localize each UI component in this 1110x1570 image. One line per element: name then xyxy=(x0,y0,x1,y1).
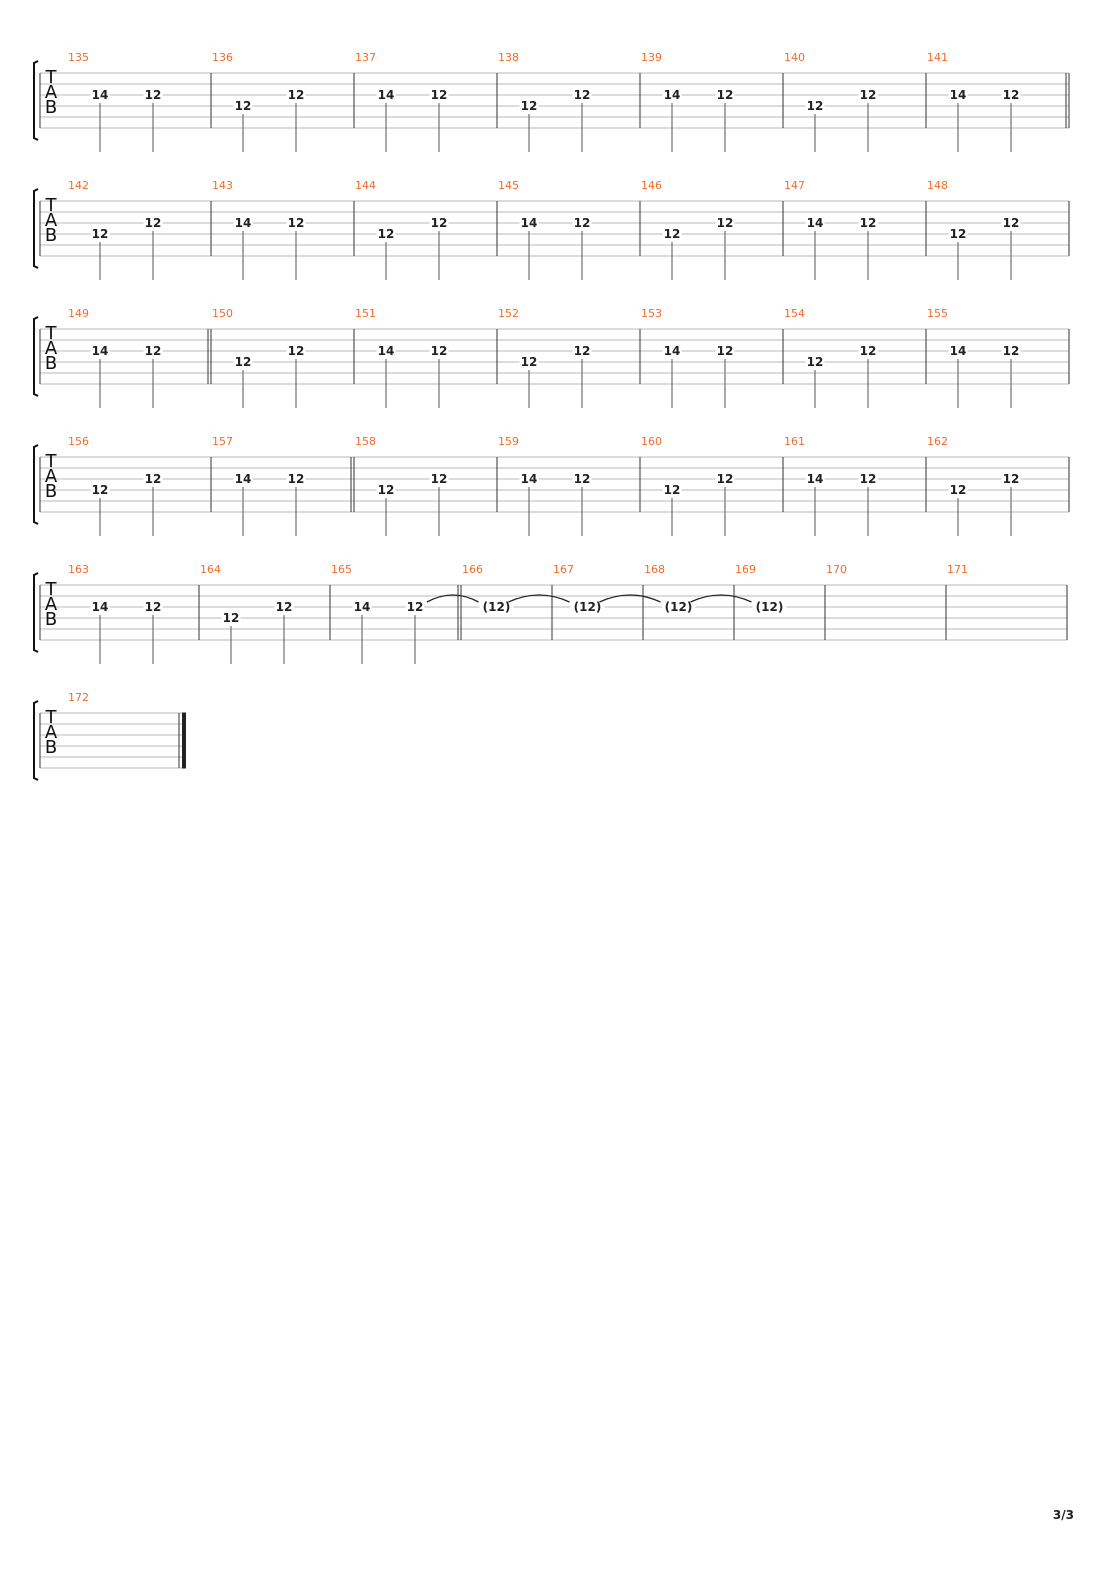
tab-note xyxy=(1002,216,1021,280)
fret-number: 12 xyxy=(1002,472,1020,486)
tab-clef-letter: A xyxy=(44,82,58,103)
measure-number: 153 xyxy=(641,307,662,320)
measure-number: 171 xyxy=(947,563,968,576)
tab-note xyxy=(91,483,110,536)
final-barline-thick xyxy=(182,713,186,769)
measure-number: 172 xyxy=(68,691,89,704)
tab-note xyxy=(570,600,604,614)
tab-note xyxy=(716,88,735,152)
fret-number: 14 xyxy=(234,216,252,230)
tab-clef-letter: A xyxy=(44,210,58,231)
tab-note xyxy=(377,227,396,280)
tab-note xyxy=(949,227,968,280)
measure-number: 164 xyxy=(200,563,221,576)
tab-note xyxy=(806,99,825,152)
measure-number: 165 xyxy=(331,563,352,576)
measure-number: 135 xyxy=(68,51,89,64)
tab-note xyxy=(661,600,695,614)
tab-note xyxy=(859,344,878,408)
tab-note xyxy=(287,216,306,280)
measure-number: 139 xyxy=(641,51,662,64)
system-bracket xyxy=(34,189,38,268)
tab-note xyxy=(430,344,449,408)
fret-number: 12 xyxy=(520,99,538,113)
fret-number: 12 xyxy=(377,227,395,241)
measure-number: 143 xyxy=(212,179,233,192)
measure-number: 168 xyxy=(644,563,665,576)
tab-note xyxy=(806,472,825,536)
tab-clef-letter: B xyxy=(44,97,58,118)
tab-system xyxy=(34,691,186,780)
tab-clef-letter: B xyxy=(44,481,58,502)
tab-note xyxy=(949,483,968,536)
tab-clef-letter: T xyxy=(45,451,57,472)
fret-number: 12 xyxy=(430,344,448,358)
fret-number: 12 xyxy=(949,483,967,497)
fret-number: 12 xyxy=(275,600,293,614)
fret-number: 12 xyxy=(520,355,538,369)
measure-number: 160 xyxy=(641,435,662,448)
measure-number: 152 xyxy=(498,307,519,320)
fret-number: 12 xyxy=(716,88,734,102)
measure-number: 145 xyxy=(498,179,519,192)
tab-note xyxy=(663,483,682,536)
tab-note xyxy=(377,344,396,408)
tab-note xyxy=(806,355,825,408)
tab-note xyxy=(663,88,682,152)
tab-system xyxy=(34,51,1069,152)
tab-clef-letter: B xyxy=(44,225,58,246)
fret-number: 12 xyxy=(377,483,395,497)
measure-number: 159 xyxy=(498,435,519,448)
fret-number: 14 xyxy=(663,88,681,102)
measure-number: 162 xyxy=(927,435,948,448)
tab-note xyxy=(520,216,539,280)
fret-number: 12 xyxy=(406,600,424,614)
tab-note xyxy=(430,472,449,536)
system-bracket xyxy=(34,317,38,396)
tab-system xyxy=(34,435,1069,536)
fret-number: (12) xyxy=(482,600,511,614)
tab-note xyxy=(91,600,110,664)
measure-number: 142 xyxy=(68,179,89,192)
fret-number: 12 xyxy=(222,611,240,625)
tab-note xyxy=(144,344,163,408)
fret-number: 12 xyxy=(573,472,591,486)
fret-number: 12 xyxy=(144,216,162,230)
tab-note xyxy=(949,344,968,408)
tab-note xyxy=(234,355,253,408)
tab-note xyxy=(144,472,163,536)
tab-note xyxy=(144,600,163,664)
system-bracket xyxy=(34,445,38,524)
tab-note xyxy=(479,600,513,614)
tab-note xyxy=(663,344,682,408)
fret-number: 12 xyxy=(716,216,734,230)
tab-note xyxy=(144,216,163,280)
measure-number: 166 xyxy=(462,563,483,576)
measure-number: 154 xyxy=(784,307,805,320)
tab-note xyxy=(377,88,396,152)
fret-number: 12 xyxy=(716,344,734,358)
system-bracket xyxy=(34,701,38,780)
fret-number: 14 xyxy=(91,88,109,102)
tab-system xyxy=(34,563,1067,664)
tab-system xyxy=(34,179,1069,280)
tab-note xyxy=(144,88,163,152)
fret-number: 12 xyxy=(1002,344,1020,358)
tab-clef-letter: A xyxy=(44,594,58,615)
fret-number: (12) xyxy=(664,600,693,614)
fret-number: 12 xyxy=(573,344,591,358)
measure-number: 138 xyxy=(498,51,519,64)
tab-note xyxy=(287,344,306,408)
tab-note xyxy=(234,99,253,152)
fret-number: 12 xyxy=(234,99,252,113)
measure-number: 148 xyxy=(927,179,948,192)
fret-number: 14 xyxy=(234,472,252,486)
tab-note xyxy=(406,600,425,664)
measure-number: 155 xyxy=(927,307,948,320)
fret-number: 12 xyxy=(91,483,109,497)
fret-number: 14 xyxy=(520,216,538,230)
tab-note xyxy=(520,355,539,408)
tab-note xyxy=(377,483,396,536)
fret-number: 12 xyxy=(91,227,109,241)
fret-number: 12 xyxy=(144,344,162,358)
fret-number: 12 xyxy=(144,88,162,102)
measure-number: 161 xyxy=(784,435,805,448)
measure-number: 170 xyxy=(826,563,847,576)
fret-number: 12 xyxy=(234,355,252,369)
measure-number: 141 xyxy=(927,51,948,64)
fret-number: 12 xyxy=(430,472,448,486)
tab-note xyxy=(234,216,253,280)
fret-number: 12 xyxy=(859,472,877,486)
fret-number: 12 xyxy=(287,472,305,486)
tab-note xyxy=(430,88,449,152)
tab-clef-letter: T xyxy=(45,323,57,344)
fret-number: (12) xyxy=(755,600,784,614)
fret-number: 12 xyxy=(806,355,824,369)
tab-note xyxy=(91,88,110,152)
measure-number: 151 xyxy=(355,307,376,320)
tab-note xyxy=(287,472,306,536)
fret-number: 12 xyxy=(1002,216,1020,230)
fret-number: 14 xyxy=(91,600,109,614)
fret-number: 12 xyxy=(806,99,824,113)
fret-number: 12 xyxy=(859,88,877,102)
tab-clef-letter: A xyxy=(44,338,58,359)
fret-number: 14 xyxy=(949,88,967,102)
fret-number: 12 xyxy=(287,216,305,230)
system-bracket xyxy=(34,573,38,652)
measure-number: 169 xyxy=(735,563,756,576)
tab-note xyxy=(91,227,110,280)
measure-number: 136 xyxy=(212,51,233,64)
tab-note xyxy=(949,88,968,152)
tab-note xyxy=(275,600,294,664)
fret-number: 12 xyxy=(430,216,448,230)
fret-number: 12 xyxy=(144,472,162,486)
fret-number: 12 xyxy=(663,483,681,497)
measure-number: 147 xyxy=(784,179,805,192)
fret-number: 12 xyxy=(144,600,162,614)
fret-number: 14 xyxy=(520,472,538,486)
fret-number: 12 xyxy=(287,344,305,358)
measure-number: 150 xyxy=(212,307,233,320)
tab-note xyxy=(806,216,825,280)
tab-clef-letter: T xyxy=(45,67,57,88)
fret-number: 12 xyxy=(859,344,877,358)
tab-note xyxy=(573,88,592,152)
measure-number: 157 xyxy=(212,435,233,448)
fret-number: 12 xyxy=(430,88,448,102)
tab-note xyxy=(573,216,592,280)
page-number: 3/3 xyxy=(1052,1508,1074,1522)
tab-note xyxy=(859,216,878,280)
fret-number: 14 xyxy=(377,344,395,358)
tab-clef-letter: B xyxy=(44,737,58,758)
tab-note xyxy=(573,344,592,408)
tab-note xyxy=(222,611,241,664)
measure-number: 163 xyxy=(68,563,89,576)
fret-number: 12 xyxy=(573,88,591,102)
tab-note xyxy=(1002,472,1021,536)
fret-number: 12 xyxy=(573,216,591,230)
fret-number: 12 xyxy=(716,472,734,486)
tab-clef-letter: T xyxy=(45,707,57,728)
tab-note xyxy=(1002,344,1021,408)
fret-number: (12) xyxy=(573,600,602,614)
tab-note xyxy=(353,600,372,664)
fret-number: 12 xyxy=(287,88,305,102)
fret-number: 14 xyxy=(949,344,967,358)
measure-number: 158 xyxy=(355,435,376,448)
measure-number: 156 xyxy=(68,435,89,448)
tab-note xyxy=(91,344,110,408)
tab-system xyxy=(34,307,1069,408)
fret-number: 14 xyxy=(806,472,824,486)
measure-number: 144 xyxy=(355,179,376,192)
tab-clef-letter: B xyxy=(44,353,58,374)
tab-clef-letter: T xyxy=(45,579,57,600)
tab-clef-letter: B xyxy=(44,609,58,630)
tab-note xyxy=(859,88,878,152)
tab-note xyxy=(520,99,539,152)
fret-number: 14 xyxy=(353,600,371,614)
fret-number: 12 xyxy=(859,216,877,230)
tab-note xyxy=(752,600,786,614)
fret-number: 14 xyxy=(377,88,395,102)
tab-clef-letter: A xyxy=(44,466,58,487)
fret-number: 12 xyxy=(949,227,967,241)
tab-note xyxy=(430,216,449,280)
tab-note xyxy=(716,344,735,408)
tab-note xyxy=(287,88,306,152)
tab-note xyxy=(663,227,682,280)
measure-number: 146 xyxy=(641,179,662,192)
tab-note xyxy=(234,472,253,536)
tab-note xyxy=(716,472,735,536)
tab-note xyxy=(520,472,539,536)
fret-number: 12 xyxy=(1002,88,1020,102)
system-bracket xyxy=(34,61,38,140)
tab-note xyxy=(859,472,878,536)
measure-number: 137 xyxy=(355,51,376,64)
fret-number: 14 xyxy=(806,216,824,230)
tab-note xyxy=(573,472,592,536)
measure-number: 167 xyxy=(553,563,574,576)
tab-clef-letter: A xyxy=(44,722,58,743)
tab-note xyxy=(716,216,735,280)
tab-clef-letter: T xyxy=(45,195,57,216)
fret-number: 14 xyxy=(663,344,681,358)
fret-number: 12 xyxy=(663,227,681,241)
tab-note xyxy=(1002,88,1021,152)
measure-number: 140 xyxy=(784,51,805,64)
measure-number: 149 xyxy=(68,307,89,320)
fret-number: 14 xyxy=(91,344,109,358)
